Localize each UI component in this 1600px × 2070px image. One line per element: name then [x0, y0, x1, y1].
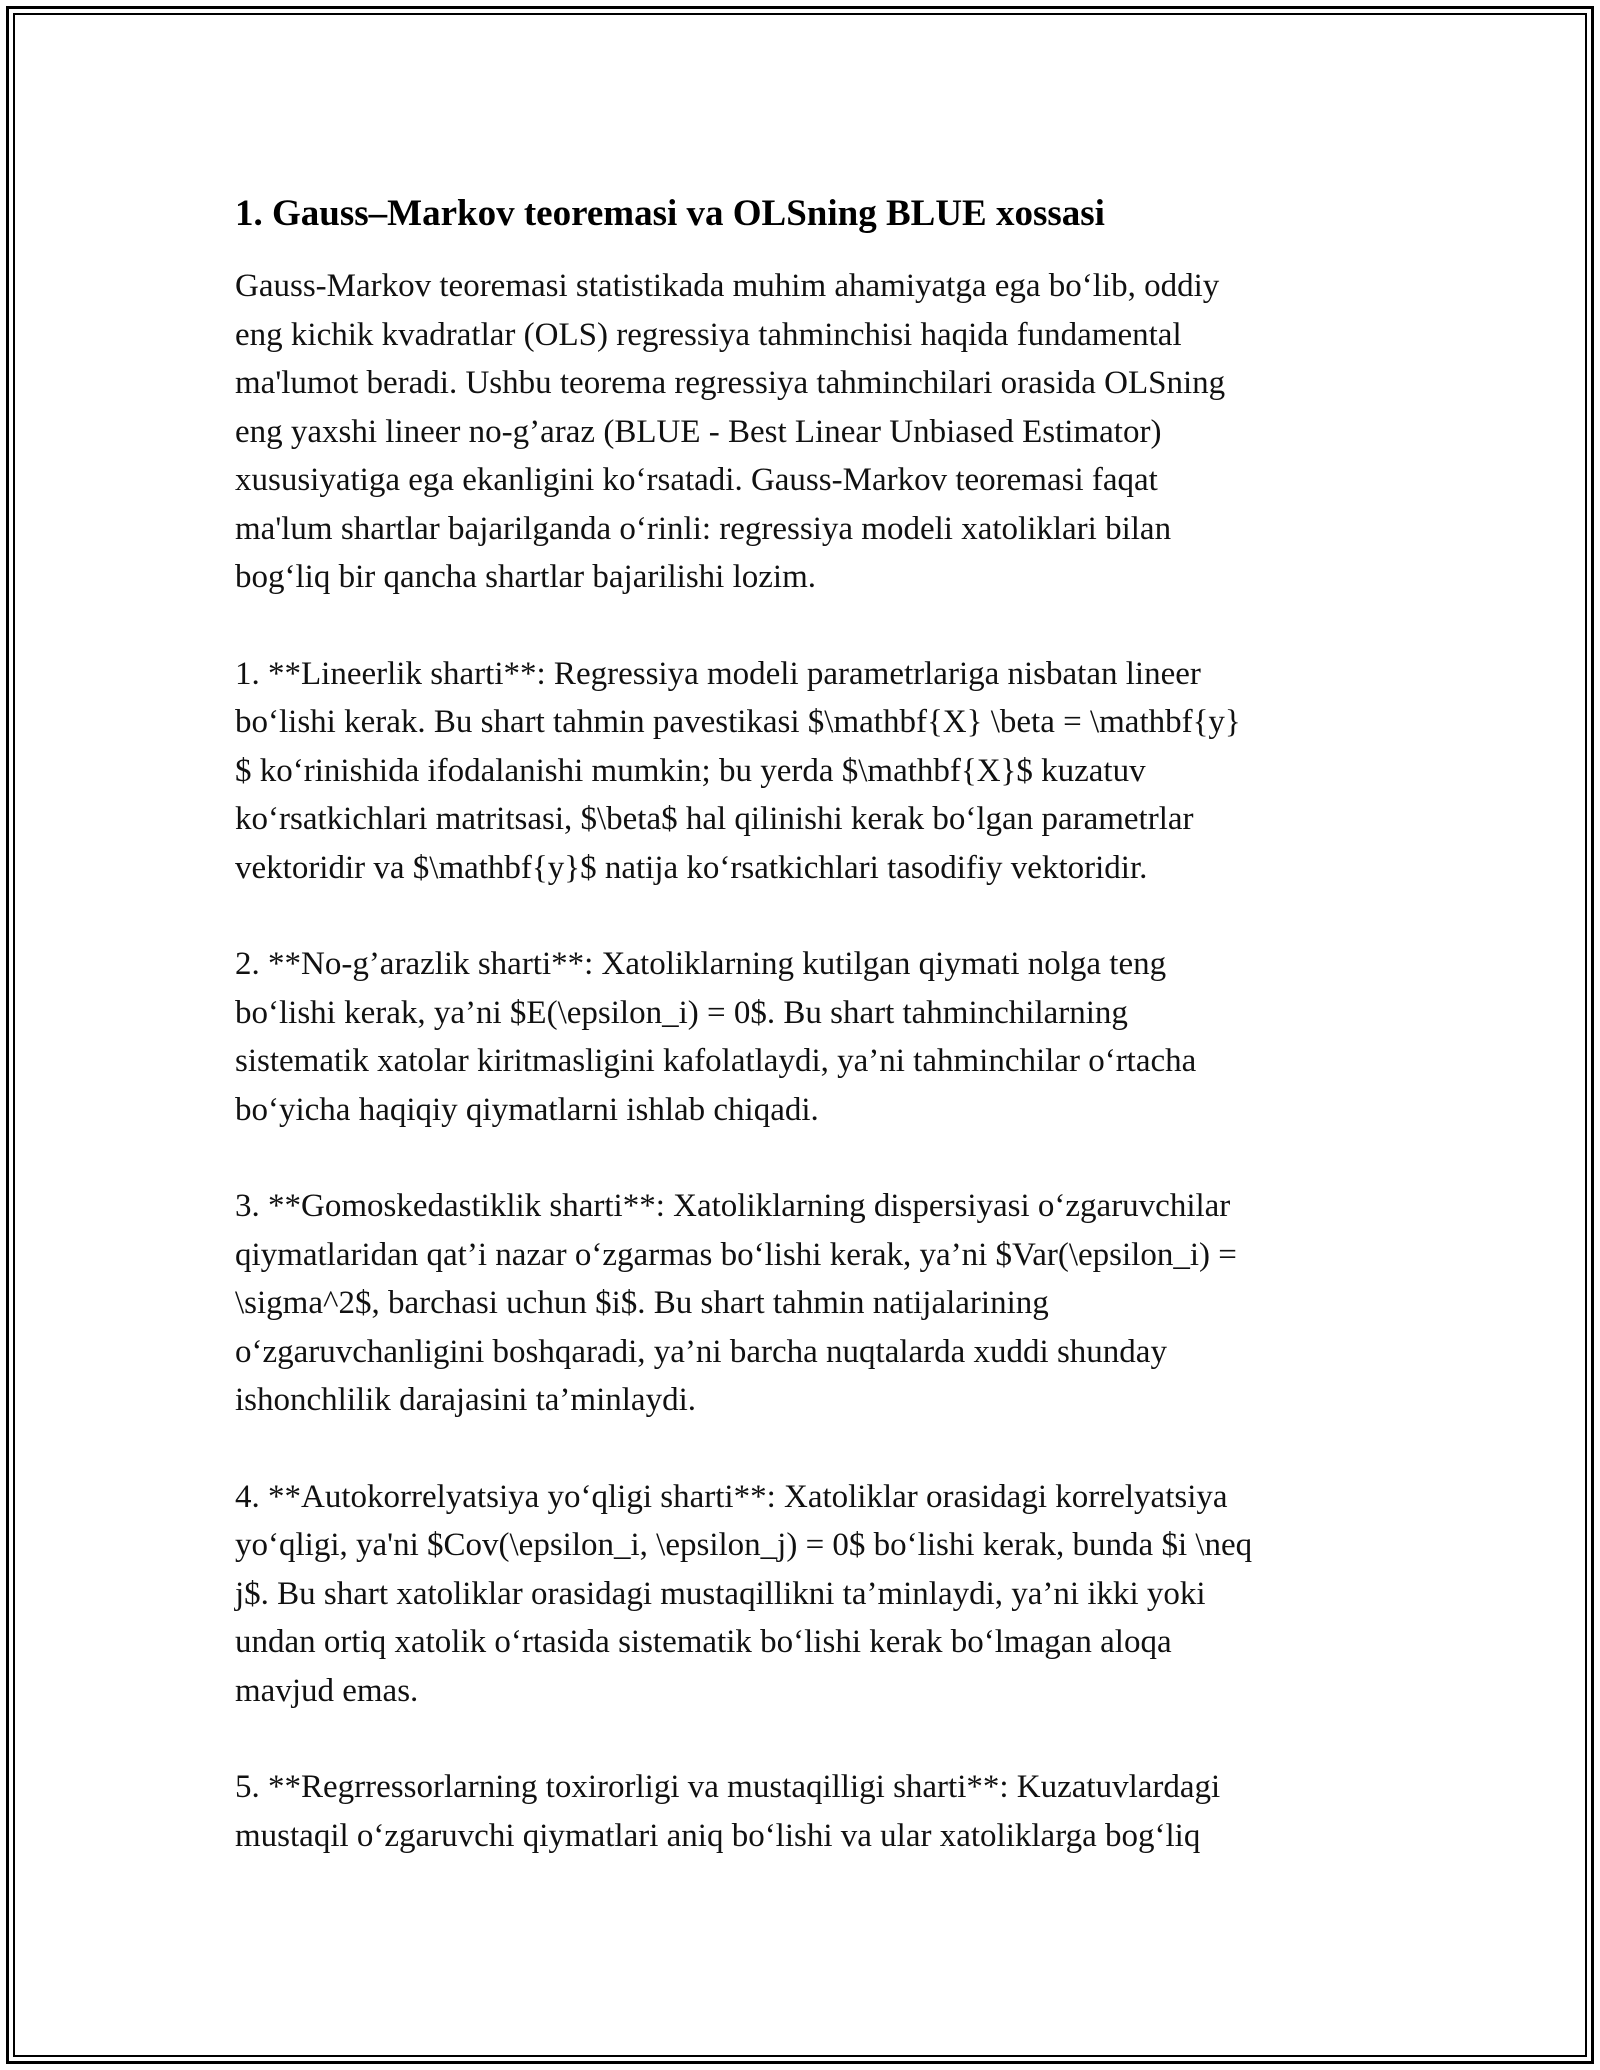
condition-no-autocorrelation: 4. **Autokorrelyatsiya yo‘qligi sharti**: Xatoliklar orasidagi korrelyatsiya yo‘qligi, ya'ni $Cov(\epsilon_i, \epsilon_j) = 0$ bo‘lishi kerak, bunda $i \neq j$. Bu shart xatoliklar orasidagi mustaqillikni ta’minlaydi, ya’ni ikki yoki undan ortiq xatolik o‘rtasida sistematik bo‘lishi kerak bo‘lmagan aloqa mavjud emas.: [235, 1478, 1253, 1709]
condition-unbiasedness: 2. **No-g’arazlik sharti**: Xatoliklarning kutilgan qiymati nolga teng bo‘lishi kerak, ya’ni $E(\epsilon_i) = 0$. Bu shart tahminchilarning sistematik xatolar kiritmasligini kafolatlaydi, ya’ni tahminchilar o‘rtacha bo‘yicha haqiqiy qiymatlarni ishlab chiqadi.: [235, 946, 1197, 1128]
condition-homoskedasticity: 3. **Gomoskedastiklik sharti**: Xatoliklarning dispersiyasi o‘zgaruvchilar qiymatlaridan qat’i nazar o‘zgarmas bo‘lishi kerak, ya’ni $Var(\epsilon_i) = \sigma^2$, barchasi uchun $i$. Bu shart tahmin natijalarining o‘zgaruvchanligini boshqaradi, ya’ni barcha nuqtalarda xuddi shunday ishonchlilik darajasini ta’minlaydi.: [235, 1188, 1237, 1418]
document-body: [235, 184, 1375, 1908]
section-heading: 1. Gauss–Markov teoremasi va OLSning BLUE xossasi: [235, 193, 1105, 234]
condition-linearity: 1. **Lineerlik sharti**: Regressiya modeli parametrlariga nisbatan lineer bo‘lishi kerak. Bu shart tahmin pavestikasi $\mathbf{X} \beta = \mathbf{y} $ ko‘rinishida ifodalanishi mumkin; bu yerda $\mathbf{X}$ kuzatuv ko‘rsatkichlari matritsasi, $\beta$ hal qilinishi kerak bo‘lgan parametrlar vektoridir va $\mathbf{y}$ natija ko‘rsatkichlari tasodifiy vektoridir.: [235, 655, 1241, 886]
intro-paragraph: Gauss-Markov teoremasi statistikada muhim ahamiyatga ega bo‘lib, oddiy eng kichik kvadratlar (OLS) regressiya tahminchisi haqida fundamental ma'lumot beradi. Ushbu teorema regressiya tahminchilari orasida OLSning eng yaxshi lineer no-g’araz (BLUE - Best Linear Unbiased Estimator) xususiyatiga ega ekanligini ko‘rsatadi. Gauss-Markov teoremasi faqat ma'lum shartlar bajarilganda o‘rinli: regressiya modeli xatoliklari bilan bog‘liq bir qancha shartlar bajarilishi lozim.: [235, 268, 1226, 595]
condition-regressors: 5. **Regrressorlarning toxirorligi va mustaqilligi sharti**: Kuzatuvlardagi mustaqil o‘zgaruvchi qiymatlari aniq bo‘lishi va ular xatoliklarga bog‘liq: [235, 1769, 1221, 1854]
